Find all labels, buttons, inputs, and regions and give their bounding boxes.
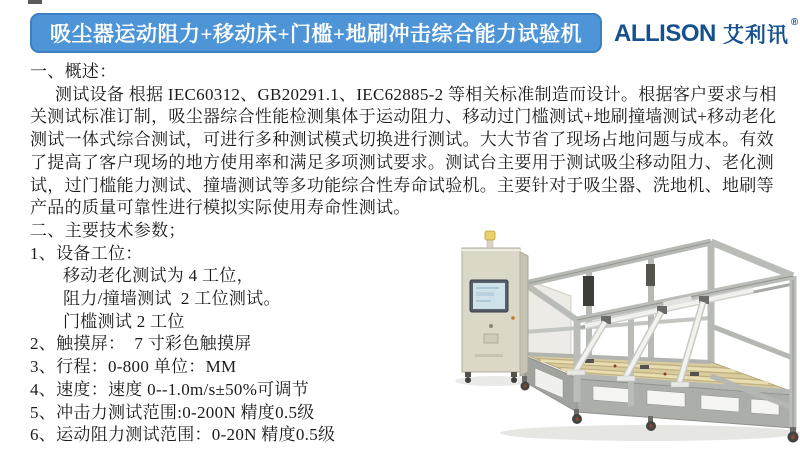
spec-line: 2、触摸屏： 7 寸彩色触摸屏: [30, 334, 252, 354]
overview-line: 产品的质量可靠性进行模拟实际使用寿命性测试。: [30, 198, 411, 218]
overview-line: 了提高了客户现场的地方使用率和满足多项测试要求。测试台主要用于测试吸尘移动阻力、老化测: [30, 152, 774, 172]
corner-artifact: [28, 0, 42, 4]
brand-logo: [614, 16, 798, 52]
page-title: 吸尘器运动阻力+移动床+门槛+地刷冲击综合能力试验机: [50, 22, 582, 46]
specs-heading: 二、主要技术参数；: [30, 220, 186, 240]
registered-trademark-icon: ®: [790, 17, 799, 28]
brand-logo-latin: ALLISON: [614, 20, 716, 47]
spec-line: 3、行程：0-800 单位：MM: [30, 357, 237, 377]
overview-heading: 一、概述：: [30, 62, 117, 81]
spec-line: 5、冲击力测试范围:0-200N 精度0.5级: [30, 402, 315, 422]
overview-line: 关测试标准订制，吸尘器综合性能检测集体于运动阻力、移动过门槛测试+地刷撞墙测试+移动老化: [30, 107, 777, 127]
spec-line: 移动老化测试为 4 工位，: [63, 266, 254, 286]
beacon-light: [485, 231, 495, 240]
spec-line: 1、设备工位：: [30, 243, 143, 263]
overview-line: 试，过门槛能力测试、撞墙测试等多功能综合性寿命试验机。主要针对于吸尘器、洗地机、地刷等: [30, 175, 774, 195]
spec-line: 阻力/撞墙测试 2 工位测试。: [63, 289, 281, 309]
brand-logo-cjk: 艾利讯: [722, 24, 789, 47]
overview-line: 测试一体式综合测试，可进行多种测试模式切换进行测试。大大节省了现场占地问题与成本。有效: [30, 130, 774, 150]
spec-line: 门槛测试 2 工位: [63, 311, 185, 331]
spec-line: 6、运动阻力测试范围：0-20N 精度0.5级: [30, 425, 336, 445]
overview-line: 测试设备 根据 IEC60312、GB20291.1、IEC62885-2 等相关标准制造而设计。根据客户要求与相: [55, 84, 777, 104]
control-cabinet: [462, 231, 528, 383]
machine-photo: [435, 226, 800, 450]
spec-line: 4、速度：速度 0--1.0m/s±50%可调节: [30, 379, 310, 399]
title-banner: [30, 13, 602, 53]
